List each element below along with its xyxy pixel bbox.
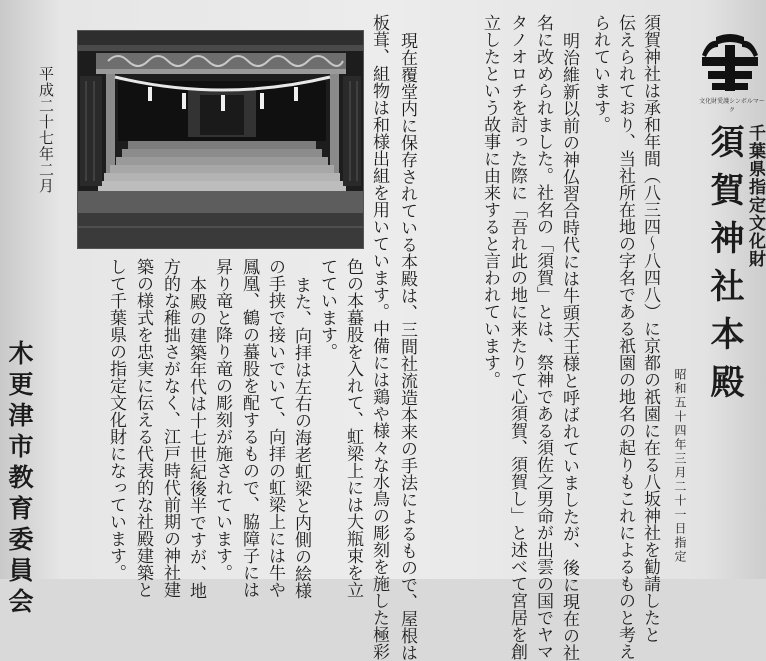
issuer: 木更津市教育委員会	[5, 340, 34, 619]
body-line: られています。	[590, 14, 610, 133]
body-line: また、向拝は左右の海老虹梁と内側の絵様	[291, 276, 311, 599]
body-line: 伝えられており、当社所在地の字名である祇園の地名の起りもこれによるものと考え	[615, 14, 635, 660]
category-label: 千葉県指定文化財	[745, 124, 765, 268]
body-line: 明治維新以前の神仏習合時代には牛頭天王様と呼ばれていましたが、後に現在の社	[559, 32, 579, 661]
board-date: 平成二十七年二月	[37, 66, 55, 194]
logo-caption: 文化財愛護シンボルマーク	[699, 98, 765, 114]
body-line: 本殿の建築年代は十七世紀後半ですが、地	[186, 276, 206, 599]
body-line: 名に改められました。社名の「須賀」とは、祭神である須佐之男命が出雲の国でヤマ	[533, 14, 553, 660]
body-line: 板葺、組物は和様出組を用いています。中備には鶏や様々な水鳥の彫刻を施した極彩	[369, 14, 389, 660]
designation-date: 昭和五十四年三月二十一日指定	[673, 368, 687, 564]
body-line: して千葉県の指定文化財になっています。	[106, 258, 126, 581]
body-line: 須賀神社は承和年間（八三四〜八四八）に京都の祇園に在る八坂神社を勧請したと	[640, 14, 660, 643]
body-line: 鳳凰、鶴の蟇股を配するもので、脇障子には	[239, 258, 259, 598]
body-line: 立したという故事に由来すると言われています。	[480, 14, 500, 388]
shrine-main-hall-photo	[77, 30, 364, 249]
page-title: 須賀神社本殿	[704, 124, 744, 412]
body-line: 方的な稚拙さがなく、江戸時代前期の神社建	[160, 258, 180, 598]
body-line: の手挟で接いでいて、向拝の虹梁上には牛や	[265, 258, 285, 598]
body-line: 築の様式を忠実に伝える代表的な社殿建築と	[133, 258, 153, 598]
body-line: 昇り竜と降り竜の彫刻が施されています。	[212, 258, 232, 581]
body-line: 現在覆堂内に保存されている本殿は、三間社流造本来の手法によるもので、屋根は	[397, 32, 417, 661]
cultural-property-symbol-icon	[698, 33, 762, 93]
body-line: てています。	[317, 258, 337, 360]
body-line: 色の本蟇股を入れて、虹梁上には大瓶束を立	[343, 258, 363, 598]
body-line: タノオロチを討った際に「吾れ此の地に来たりて心須賀、須賀し」と述べて宮居を創	[507, 14, 527, 660]
